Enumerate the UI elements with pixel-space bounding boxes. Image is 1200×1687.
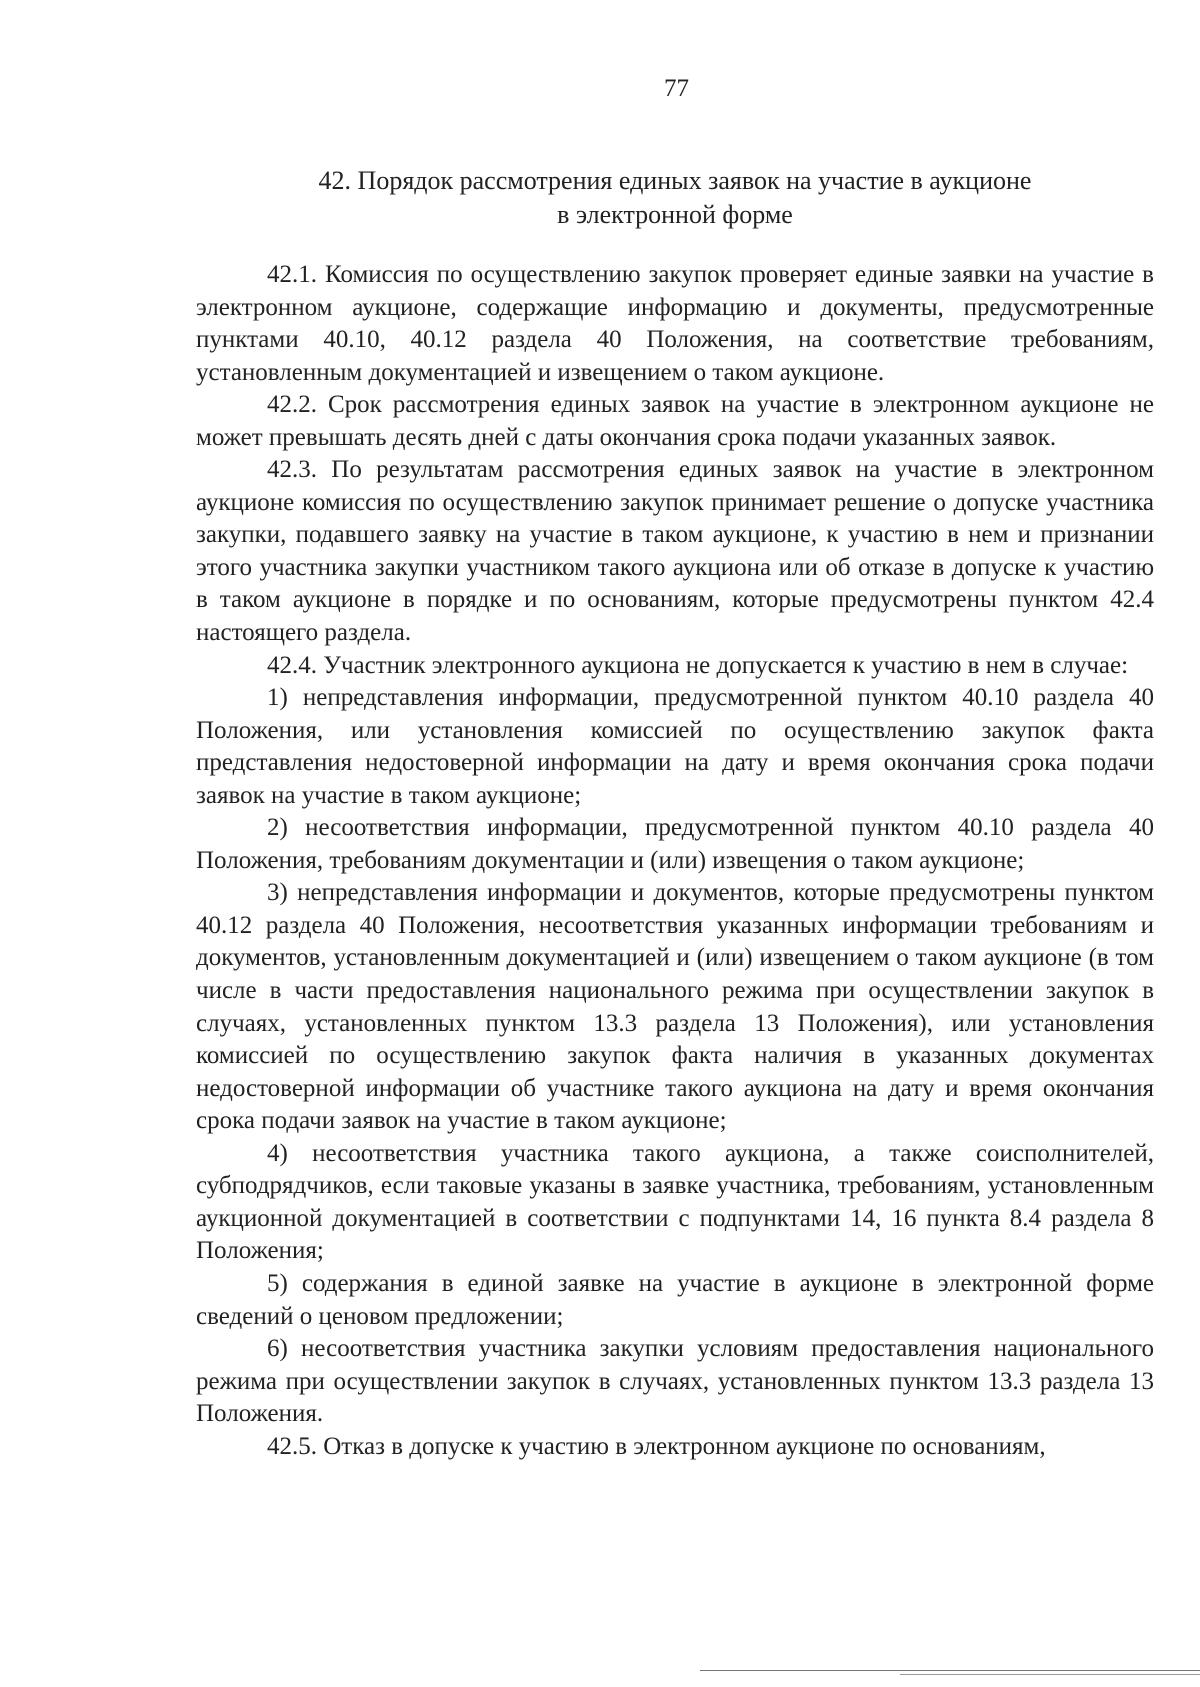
document-body (196, 259, 1154, 1463)
section-heading (196, 164, 1154, 232)
section-heading-line-1: 42. Порядок рассмотрения единых заявок на участие в аукционе (318, 166, 1032, 195)
list-item-1: 1) непредставления информации, предусмотренной пунктом 40.10 раздела 40 Положения, или установления комиссией по осуществлению закупок факта представления недостоверной информации на дату и время окончания срока подачи заявок на участие в таком аукционе; (196, 684, 1154, 809)
list-item-4: 4) несоответствия участника такого аукциона, а также соисполнителей, субподрядчиков, если таковые указаны в заявке участника, требованиям, установленным аукционной документацией в соответствии с подпунктами 14, 16 пункта 8.4 раздела 8 Положения; (196, 1139, 1154, 1265)
page-number: 77 (664, 75, 689, 102)
footer-rule (700, 1670, 1200, 1671)
paragraph-42-3: 42.3. По результатам рассмотрения единых заявок на участие в электронном аукционе комиссия по осуществлению закупок принимает решение о допуске участника закупки, подавшего заявку на участие в таком аукционе, к участию в нем и признании этого участника закупки участником такого аукциона или об отказе в допуске к участию в таком аукционе в порядке и по основаниям, которые предусмотрены пунктом 42.4 настоящего раздела. (196, 456, 1154, 647)
list-item-5: 5) содержания в единой заявке на участие в аукционе в электронной форме сведений о ценовом предложении; (196, 1269, 1154, 1330)
list-item-3: 3) непредставления информации и документов, которые предусмотрены пунктом 40.12 раздела 40 Положения, несоответствия указанных информации требованиям и документов, установленным документацией и (или) извещением о таком аукционе (в том числе в части предоставления национального режима при осуществлении закупок в случаях, установленных пунктом 13.3 раздела 13 Положения), или установления комиссией по осуществлению закупок факта наличия в указанных документах недостоверной информации об участнике такого аукциона на дату и время окончания срока подачи заявок на участие в таком аукционе; (196, 879, 1154, 1135)
section-heading-line-2: в электронной форме (557, 200, 793, 229)
paragraph-42-4: 42.4. Участник электронного аукциона не допускается к участию в нем в случае: (267, 651, 1129, 679)
list-item-6: 6) несоответствия участника закупки условиям предоставления национального режима при осуществлении закупок в случаях, установленных пунктом 13.3 раздела 13 Положения. (196, 1335, 1154, 1428)
paragraph-42-1: 42.1. Комиссия по осуществлению закупок проверяет единые заявки на участие в электронном аукционе, содержащие информацию и документы, предусмотренные пунктами 40.10, 40.12 раздела 40 Положения, на соответствие требованиям, установленным документацией и извещением о таком аукционе. (196, 261, 1154, 386)
paragraph-42-5: 42.5. Отказ в допуске к участию в электронном аукционе по основаниям, (267, 1432, 1046, 1460)
footer-rule-secondary (900, 1674, 1200, 1675)
paragraph-42-2: 42.2. Срок рассмотрения единых заявок на участие в электронном аукционе не может превышать десять дней с даты окончания срока подачи указанных заявок. (196, 391, 1154, 451)
list-item-2: 2) несоответствия информации, предусмотренной пунктом 40.10 раздела 40 Положения, требованиям документации и (или) извещения о таком аукционе; (196, 814, 1154, 874)
